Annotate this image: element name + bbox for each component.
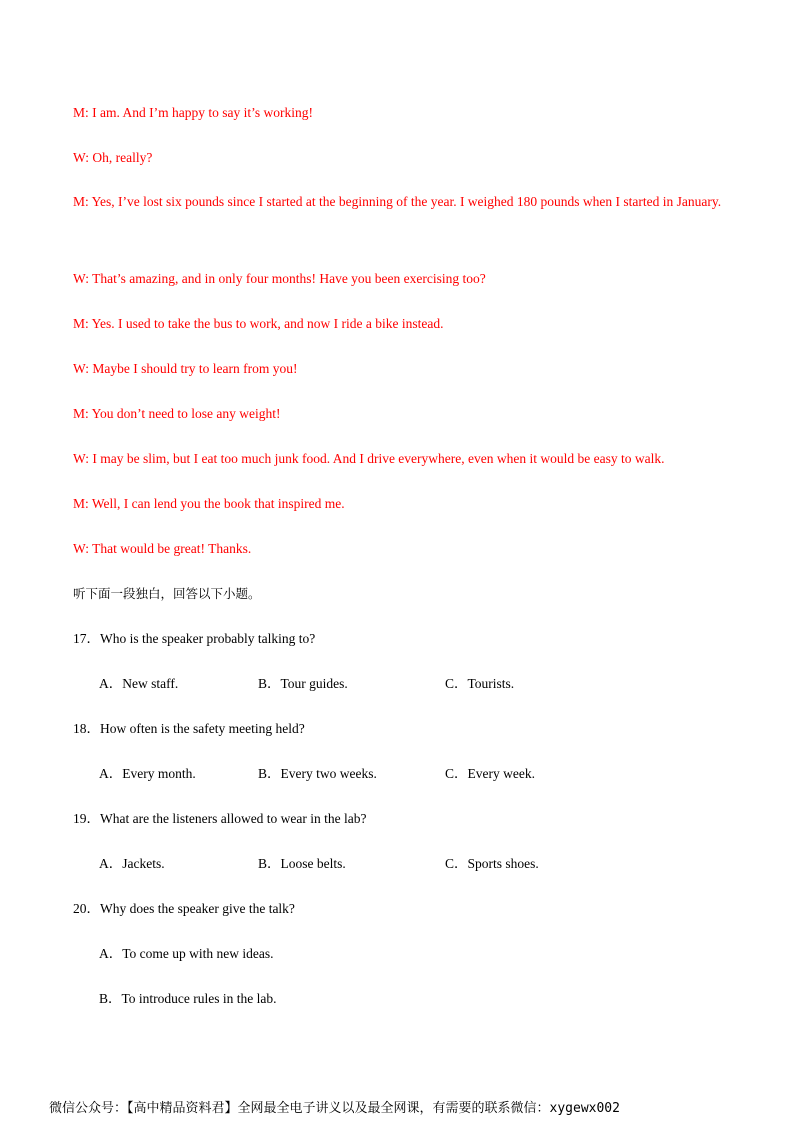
answer-option: A．Every month. <box>99 766 196 781</box>
answer-option: A．To come up with new ideas. <box>99 946 274 961</box>
question-stem: 17．Who is the speaker probably talking to? <box>73 631 316 646</box>
footer-text: 微信公众号：【高中精品资料君】全网最全电子讲义以及最全网课，有需要的联系微信： <box>49 1101 550 1116</box>
answer-option: A．New staff. <box>99 676 179 691</box>
answer-option: C．Sports shoes. <box>445 856 539 871</box>
dialogue-line: W: I may be slim, but I eat too much junk food. And I drive everywhere, even when it would be easy to walk. <box>73 451 665 466</box>
dialogue-line: W: That’s amazing, and in only four months! Have you been exercising too? <box>73 271 486 286</box>
answer-option: B．Every two weeks. <box>258 766 377 781</box>
question-stem: 20．Why does the speaker give the talk? <box>73 901 295 916</box>
answer-option: C．Tourists. <box>445 676 515 691</box>
page-footer <box>49 1099 620 1118</box>
answer-option: B．To introduce rules in the lab. <box>99 991 277 1006</box>
question-stem: 18．How often is the safety meeting held? <box>73 721 305 736</box>
dialogue-line: W: Maybe I should try to learn from you! <box>73 361 298 376</box>
dialogue-line: W: Oh, really? <box>73 150 153 165</box>
answer-option: B．Loose belts. <box>258 856 346 871</box>
answer-option: C．Every week. <box>445 766 535 781</box>
dialogue-line: M: Yes. I used to take the bus to work, and now I ride a bike instead. <box>73 316 444 331</box>
answer-option: B．Tour guides. <box>258 676 348 691</box>
dialogue-line: W: That would be great! Thanks. <box>73 541 252 556</box>
dialogue-line: M: Yes, I’ve lost six pounds since I started at the beginning of the year. I weighed 180 pounds when I started in January. <box>73 194 722 209</box>
dialogue-line: M: I am. And I’m happy to say it’s working! <box>73 105 313 120</box>
footer-wechat-id: xygewx002 <box>549 1101 620 1116</box>
dialogue-line: M: Well, I can lend you the book that inspired me. <box>73 496 345 511</box>
question-stem: 19．What are the listeners allowed to wear in the lab? <box>73 811 367 826</box>
section-instruction: 听下面一段独白，回答以下小题。 <box>73 586 261 601</box>
answer-option: A．Jackets. <box>99 856 165 871</box>
dialogue-line: M: You don’t need to lose any weight! <box>73 406 281 421</box>
